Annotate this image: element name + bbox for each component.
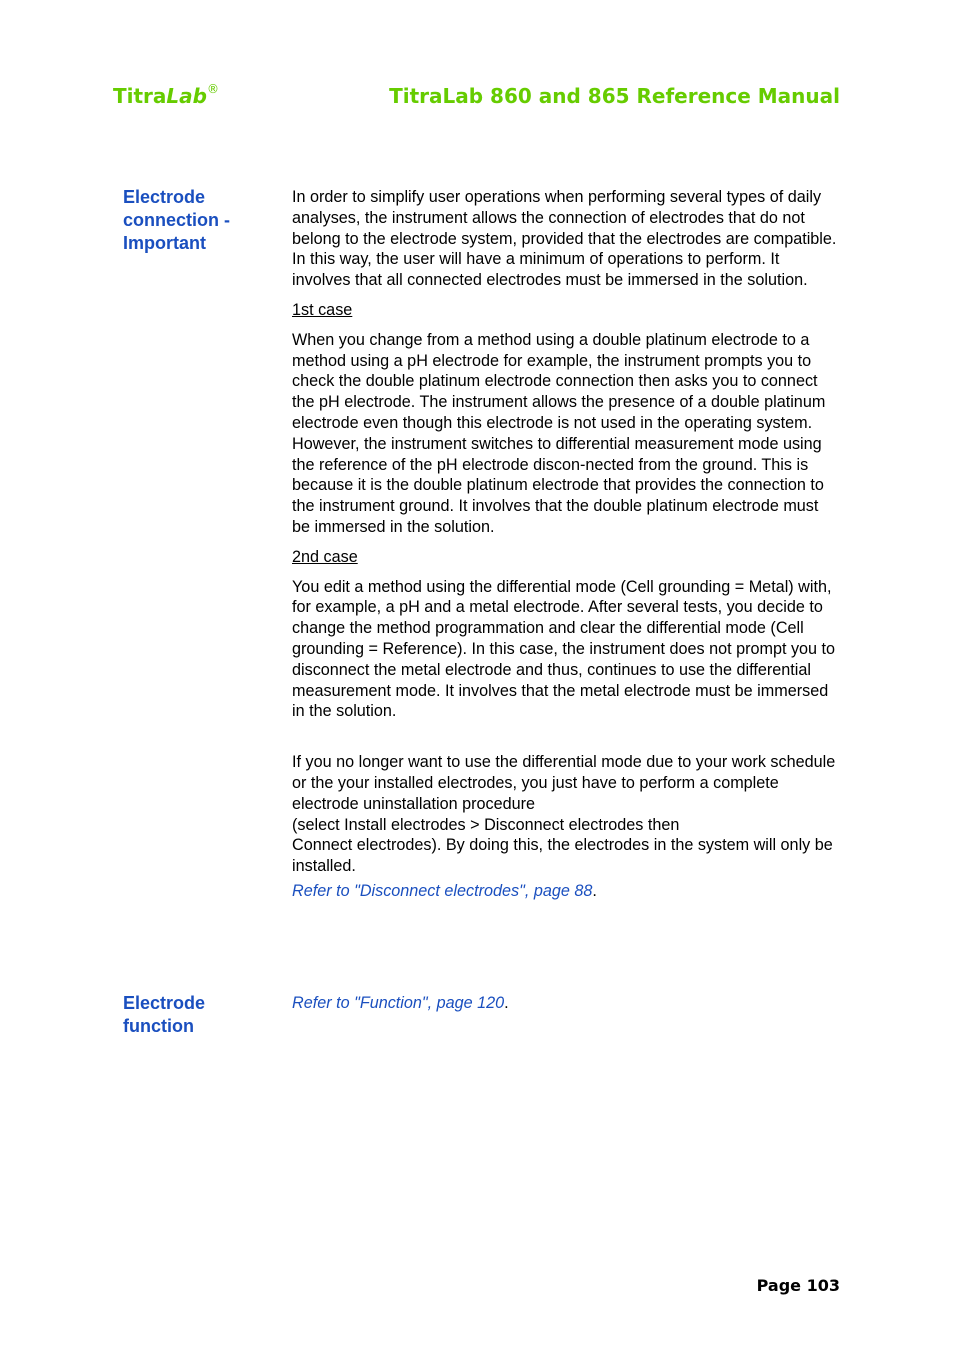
heading-line: Electrode [123,993,206,1013]
brand-prefix: Titra [113,84,167,108]
case1-paragraph: When you change from a method using a double platinum electrode to a method using a pH electrode for example, the instrument prompts you to check the double platinum electrode connection then asks you to connect the pH electrode. The instrument allows the presence of a double platinum electrode even though this electrode is not used in the operating system. However, the instrument switches to differential measurement mode using the reference of the pH electrode discon-nected from the ground. This is because it is the double platinum electrode that provides the connection to the instrument ground. It involves that the double platinum electrode must be immersed in the solution. [292,330,826,536]
section-heading-electrode-function [123,992,273,1038]
uninstall-line: If you no longer want to use the differential mode due to your work schedule or the your installed electrodes, you just have to perform a complete electrode uninstallation procedure [292,753,836,813]
link-line [292,881,837,902]
function-link[interactable]: Refer to "Function", page 120 [292,994,505,1012]
section-heading-electrode-connection [123,186,273,255]
uninstall-line: Connect electrodes). By doing this, the electrodes in the system will only be installed. [292,836,833,876]
case2-title: 2nd case [292,547,358,566]
link-period: . [592,881,597,900]
brand-logo [113,84,219,108]
heading-line: function [123,1016,194,1036]
section-body-electrode-connection [292,187,837,902]
intro-paragraph: In order to simplify user operations when performing several types of daily analyses, the instrument allows the connection of electrodes that do not belong to the electrode system, provided that the electrodes are compatible. In this way, the user will have a minimum of operations to perform. It involves that all connected electrodes must be immersed in the solution. [292,188,837,290]
page-number: Page 103 [756,1276,840,1295]
link-period: . [504,994,509,1012]
case1-title: 1st case [292,300,353,319]
case2-paragraph: You edit a method using the differential mode (Cell grounding = Metal) with, for example, a pH and a metal electrode. After several tests, you decide to change the method programmation and clear the differential mode (Cell grounding = Reference). In this case, the instrument does not prompt you to disconnect the metal electrode and thus, continues to use the differential measurement mode. It involves that the metal electrode must be immersed in the solution. [292,577,836,721]
link-line [292,993,837,1014]
section-body-electrode-function [292,993,837,1014]
manual-title: TitraLab 860 and 865 Reference Manual [389,84,840,108]
heading-line: Electrode [123,187,206,207]
uninstall-paragraph [292,752,837,877]
heading-line: connection - [123,210,230,230]
disconnect-electrodes-link[interactable]: Refer to "Disconnect electrodes", page 88 [292,881,593,900]
registered-mark: ® [206,82,219,96]
brand-suffix: Lab [166,84,207,108]
uninstall-line: (select Install electrodes > Disconnect electrodes then [292,815,680,834]
heading-line: Important [123,233,206,253]
